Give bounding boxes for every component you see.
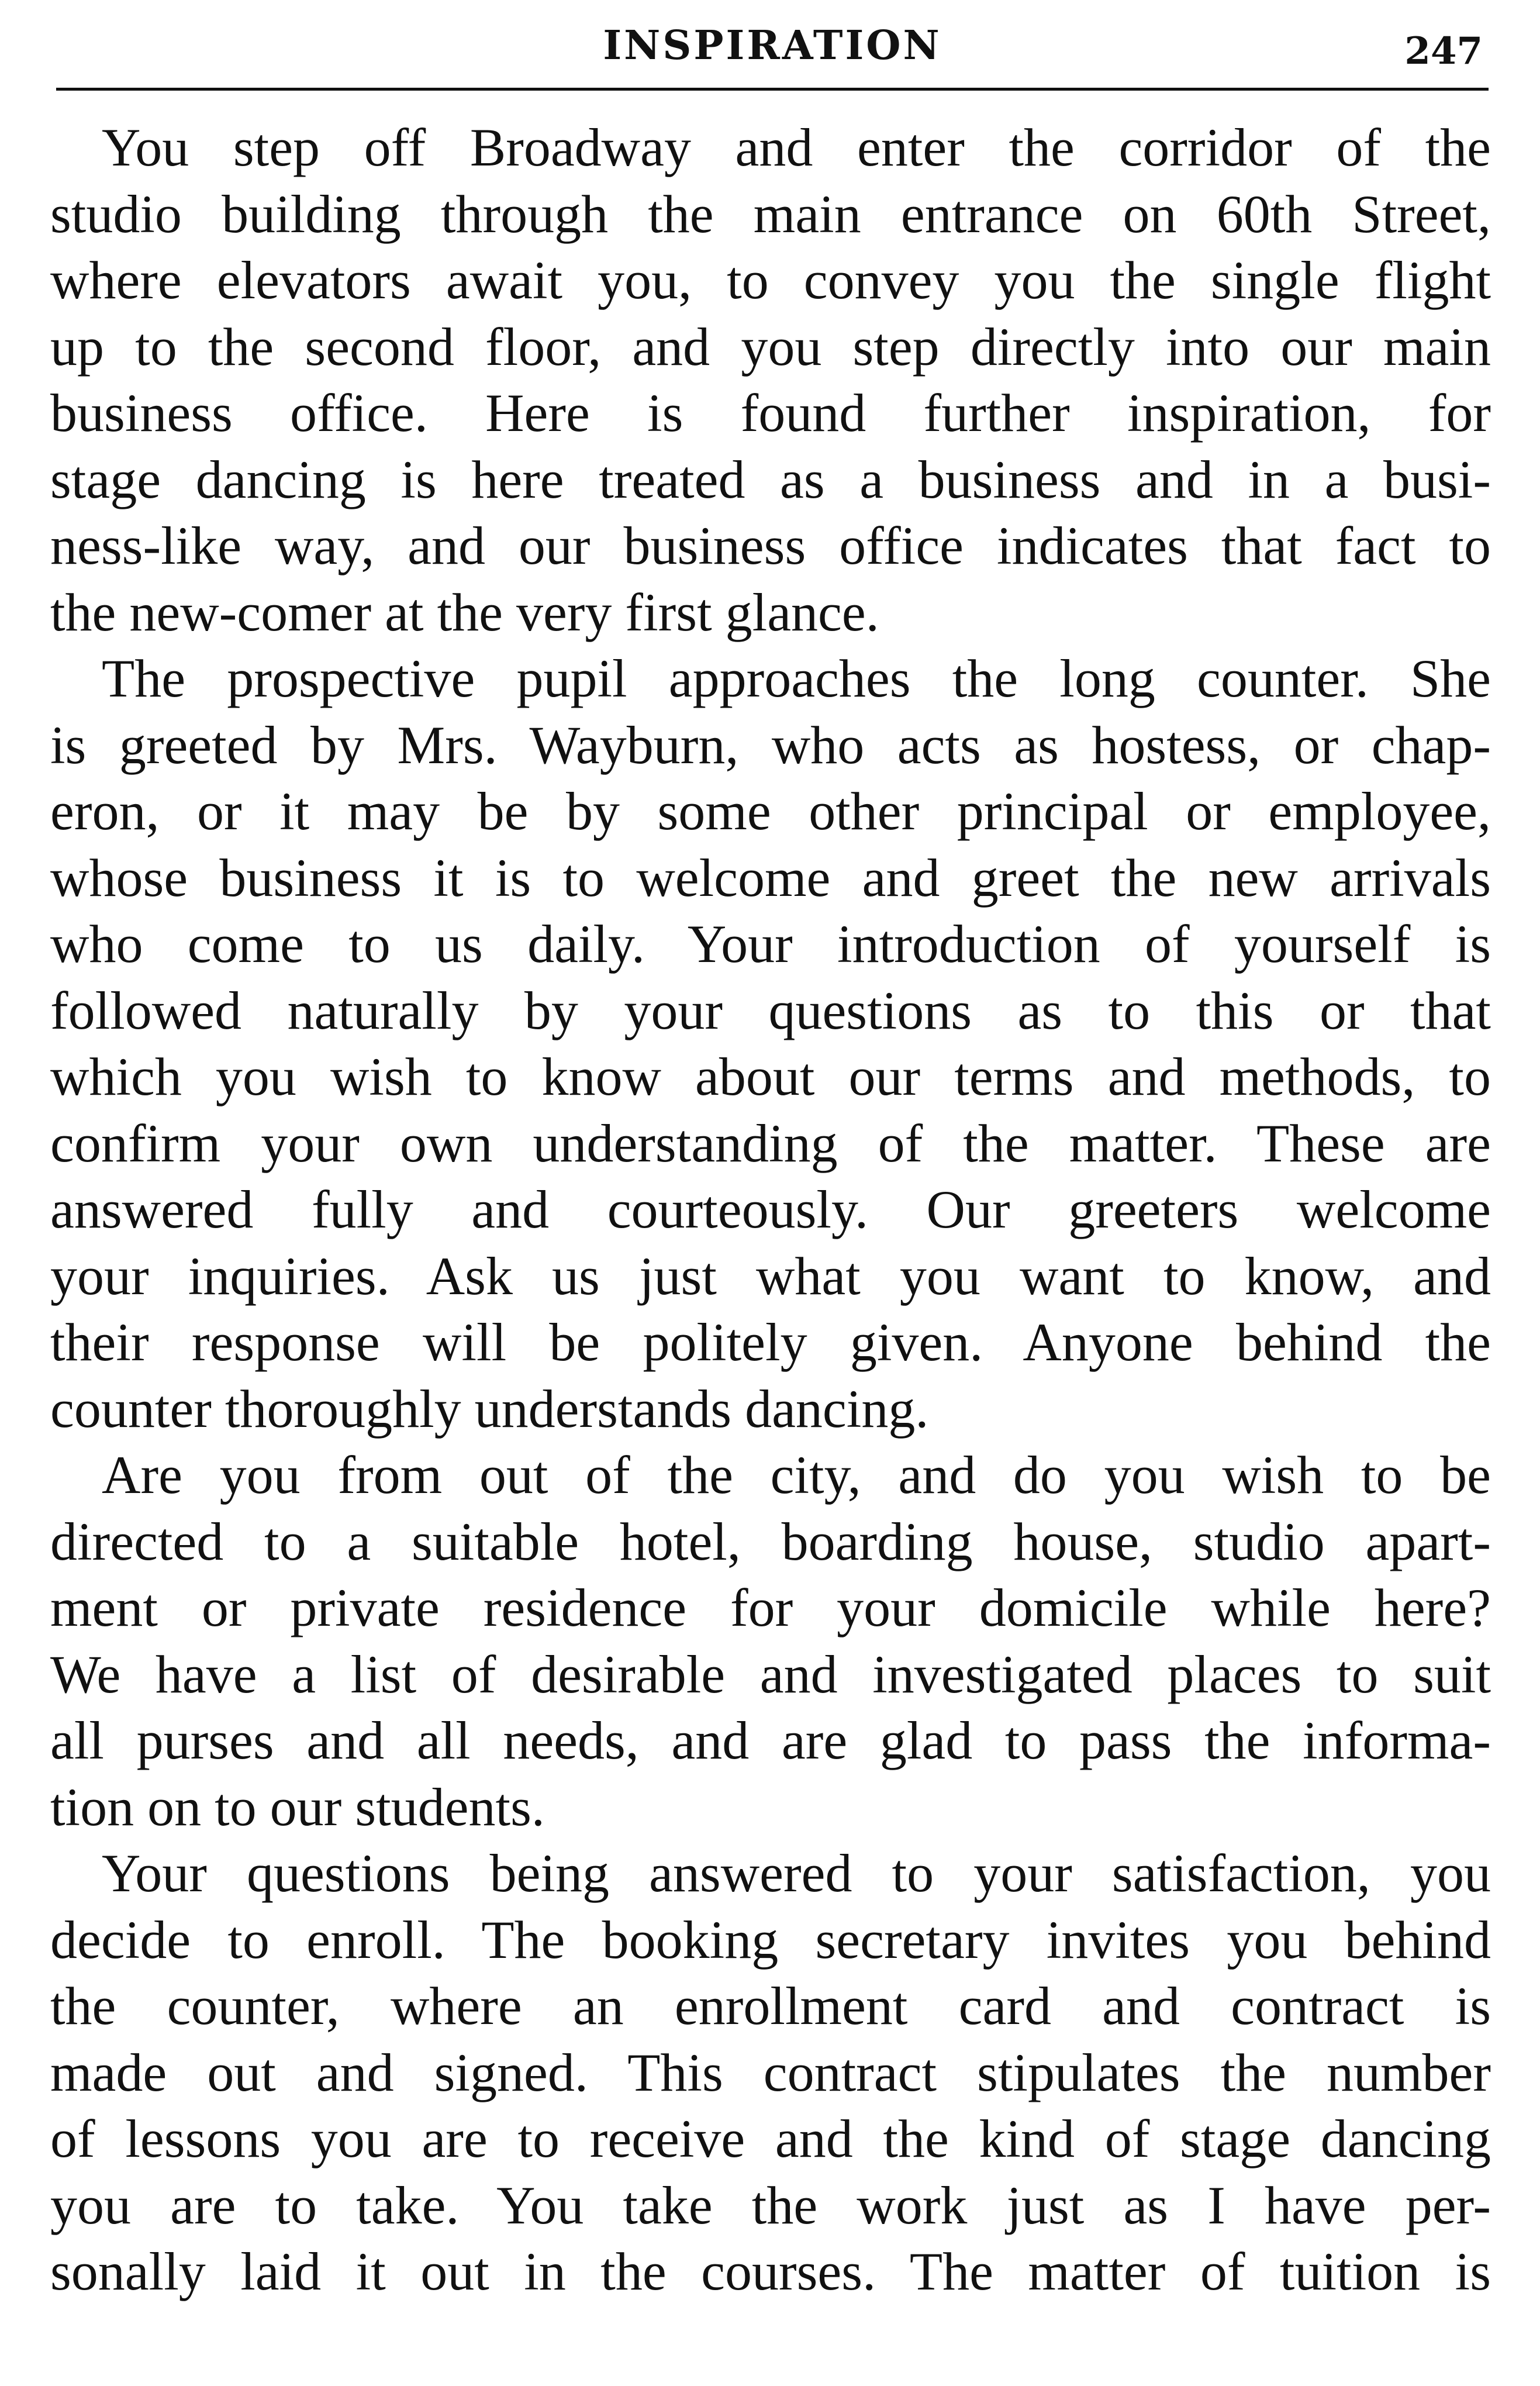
text-line: confirm your own understanding of the matter. These are: [50, 1113, 1491, 1173]
text-line: who come to us daily. Your introduction of yourself is: [50, 914, 1491, 974]
text-line: the counter, where an enrollment card and contract is: [50, 1976, 1491, 2036]
text-line: stage dancing is here treated as a business and in a busi-: [50, 449, 1491, 509]
text-line: business office. Here is found further inspiration, for: [50, 383, 1491, 443]
text-line: you are to take. You take the work just as I have per-: [50, 2175, 1491, 2235]
text-line: which you wish to know about our terms and methods, to: [50, 1047, 1491, 1106]
text-line: followed naturally by your questions as to this or that: [50, 980, 1491, 1040]
text-line: your inquiries. Ask us just what you want to know, and: [50, 1246, 1491, 1306]
text-line: where elevators await you, to convey you the single flight: [50, 250, 1491, 310]
text-line: counter thoroughly understands dancing.: [50, 1378, 929, 1439]
text-line: directed to a suitable hotel, boarding house, studio apart-: [50, 1511, 1491, 1571]
text-line: all purses and all needs, and are glad to pass the informa-: [50, 1711, 1491, 1770]
text-line: whose business it is to welcome and greet the new arrivals: [50, 847, 1491, 908]
running-head: [56, 14, 1489, 84]
text-line: You step off Broadway and enter the corridor of the: [102, 118, 1491, 177]
paragraph-4: [50, 1840, 1491, 2305]
text-line: answered fully and courteously. Our greeters welcome: [50, 1180, 1491, 1239]
text-line: ness-like way, and our business office indicates that fact to: [50, 516, 1491, 575]
text-line: tion on to our students.: [50, 1777, 545, 1837]
text-line: of lessons you are to receive and the kind of stage dancing: [50, 2109, 1491, 2168]
text-line: studio building through the main entrance on 60th Street,: [50, 184, 1491, 244]
page-number: 247: [1404, 29, 1483, 73]
text-line: is greeted by Mrs. Wayburn, who acts as hostess, or chap-: [50, 715, 1491, 775]
paragraph-2: [50, 646, 1491, 1442]
text-line: Your questions being answered to your satisfaction, you: [102, 1843, 1491, 1903]
text-line: The prospective pupil approaches the long counter. She: [102, 649, 1491, 708]
text-line: made out and signed. This contract stipulates the number: [50, 2042, 1491, 2102]
text-line: decide to enroll. The booking secretary invites you behind: [50, 1909, 1491, 1970]
text-line: their response will be politely given. Anyone behind the: [50, 1312, 1491, 1372]
header-rule: [56, 88, 1489, 91]
text-line: up to the second floor, and you step directly into our main: [50, 316, 1491, 377]
text-line: eron, or it may be by some other principal or employee,: [50, 781, 1491, 841]
body-text: [50, 115, 1491, 2305]
text-line: Are you from out of the city, and do you wish to be: [102, 1445, 1491, 1505]
paragraph-3: [50, 1442, 1491, 1840]
text-line: the new-comer at the very first glance.: [50, 582, 879, 642]
text-line: We have a list of desirable and investigated places to suit: [50, 1644, 1491, 1704]
text-line: sonally laid it out in the courses. The matter of tuition is: [50, 2242, 1491, 2301]
text-line: ment or private residence for your domicile while here?: [50, 1578, 1491, 1637]
paragraph-1: [50, 115, 1491, 646]
running-title: INSPIRATION: [603, 22, 942, 69]
